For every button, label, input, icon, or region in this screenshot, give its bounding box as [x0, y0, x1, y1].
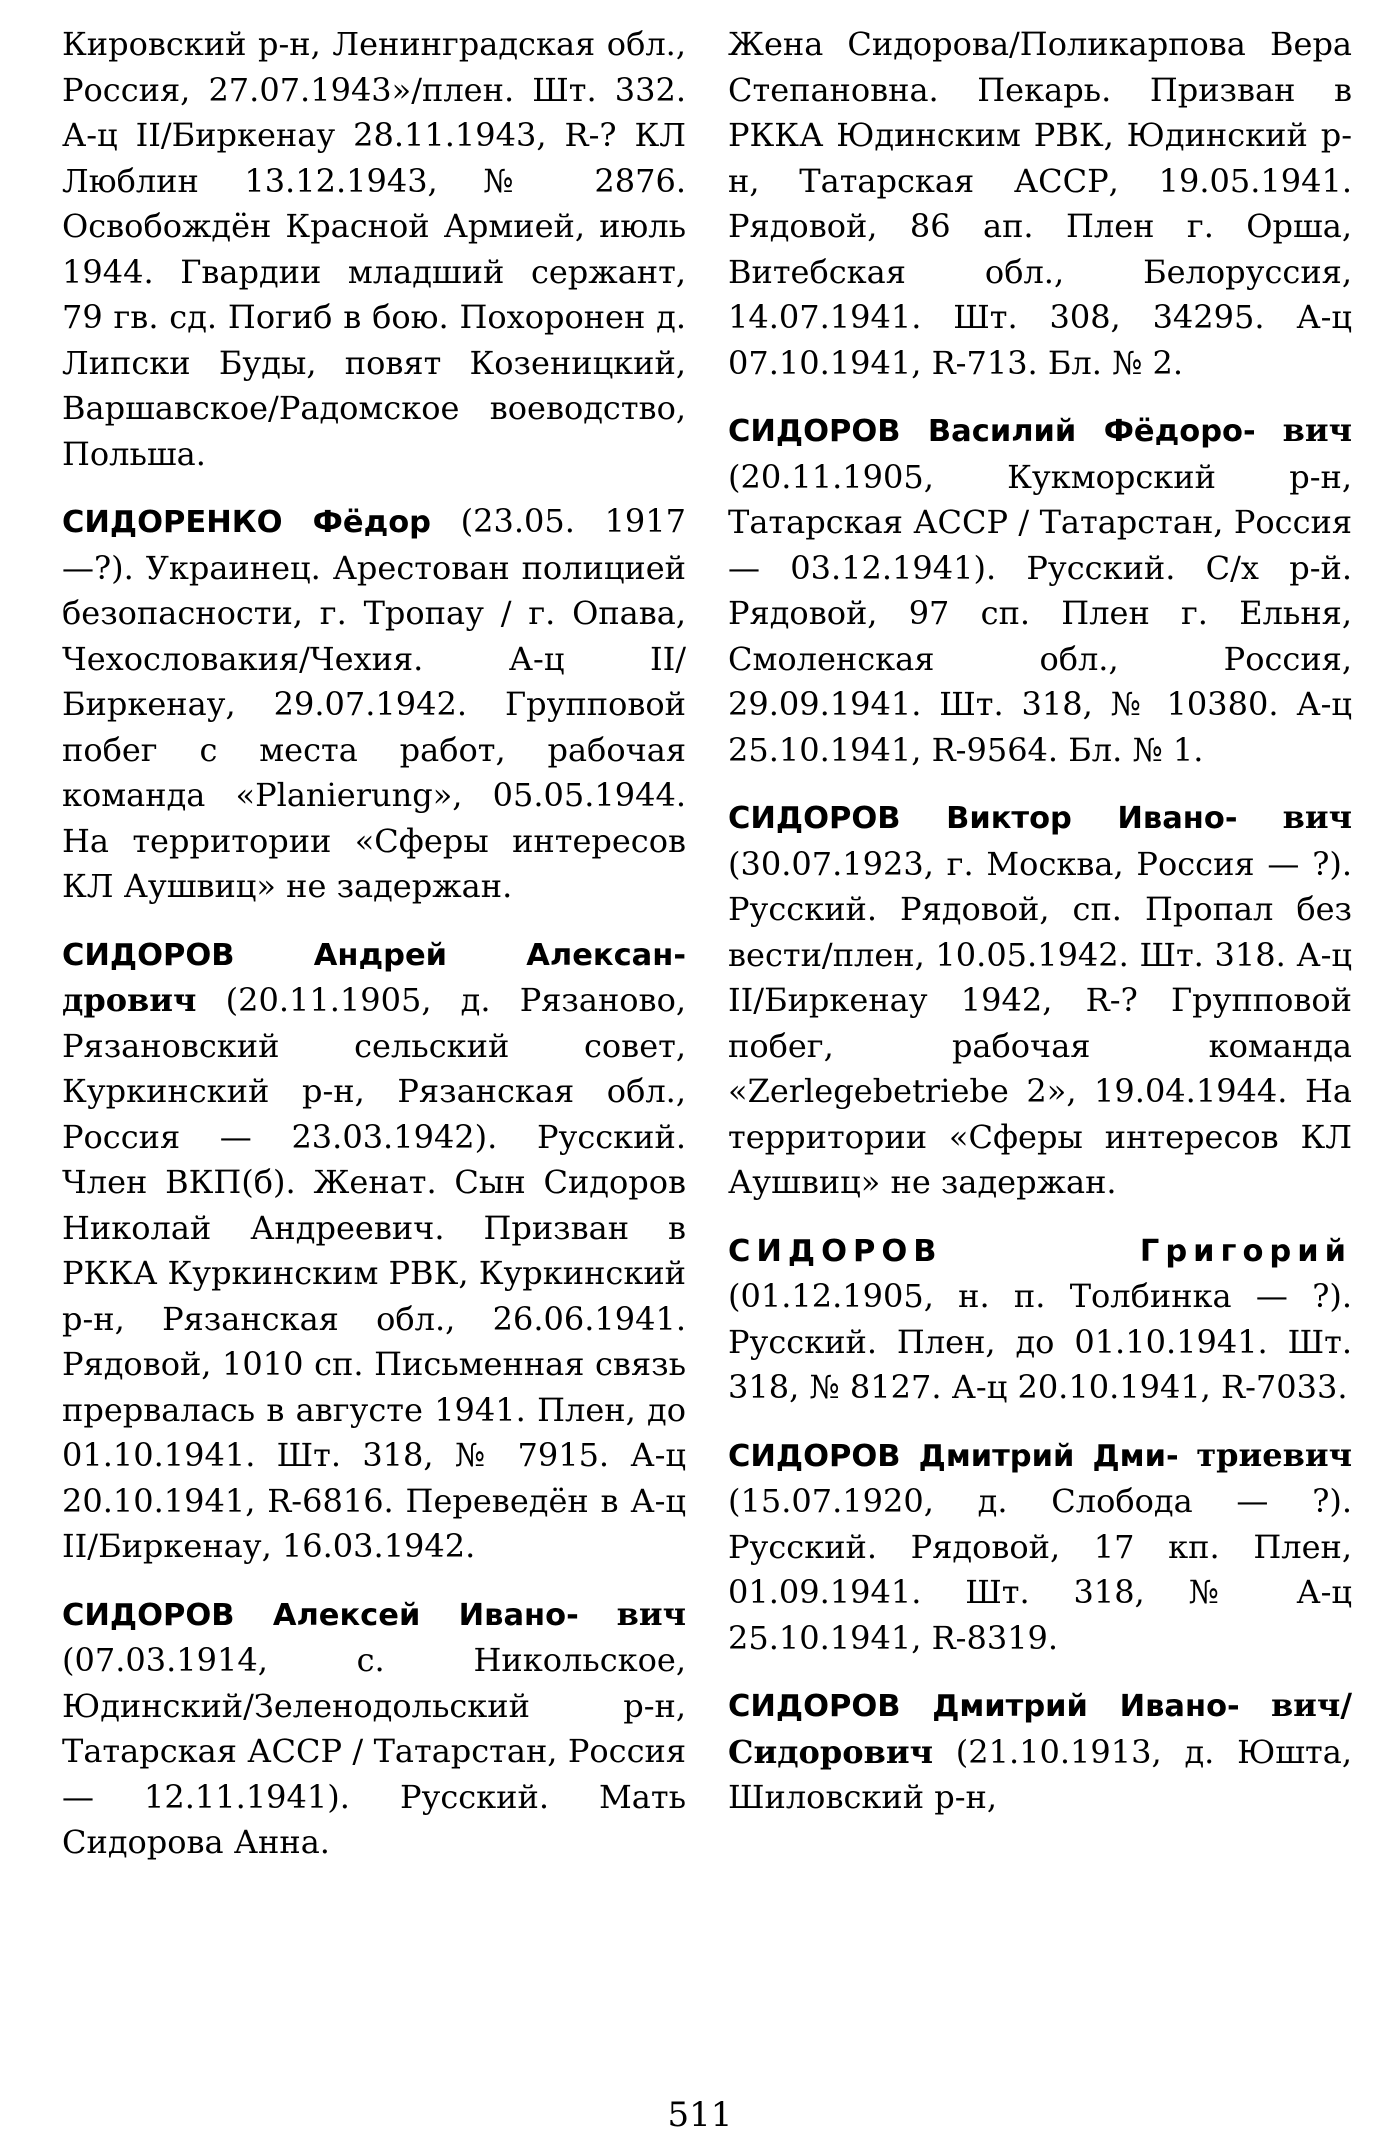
entry-text: Жена Сидорова/Поликарпова Вера Степановна. Пекарь. Призван в РККА Юдинским РВК, Юдинский р-н, Татарская АССР, 19.05.1941. Рядовой, 86 ап. Плен г. Орша, Витебская обл., Белоруссия, 14.07.1941. Шт. 308, 34295. А-ц 07.10.1941, R-713. Бл. № 2.	[728, 25, 1352, 382]
right-column	[728, 22, 1352, 2062]
entry-heading: СИДОРОВ Дмитрий Ивано-	[728, 1689, 1240, 1724]
entry-heading: СИДОРОВ Григорий	[728, 1233, 1352, 1269]
entry-heading-continuation: вич	[1282, 798, 1352, 836]
entry-heading-continuation: вич	[616, 1594, 686, 1633]
entry-heading-continuation: вич	[1282, 411, 1352, 449]
entry-text: (20.11.1905, Кукморский р-н, Татарская АССР / Татарстан, Россия — 03.12.1941). Русский. С/х р-й. Рядовой, 97 сп. Плен г. Ельня, Смоленская обл., Россия, 29.09.1941. Шт. 318, № 10380. А-ц 25.10.1941, R-9564. Бл. № 1.	[728, 457, 1352, 769]
entry-sidorov-dmitriy-ivanovich	[728, 1683, 1352, 1821]
entry-sidorov-aleksey	[62, 1592, 686, 1866]
entry-text: (23.05. 1917—?). Украинец. Арестован полицией безопасности, г. Тропау / г. Опава, Чехословакия/Чехия. А-ц II/Биркенау, 29.07.1942. Групповой побег с места работ, рабочая команда «Planierung», 05.05.1944. На территории «Сферы интересов КЛ Аушвиц» не задержан.	[62, 502, 686, 905]
entry-text: Кировский р-н, Ленинградская обл., Россия, 27.07.1943»/плен. Шт. 332. А-ц II/Биркенау 28.11.1943, R-? КЛ Люблин 13.12.1943, № 2876. Освобождён Красной Армией, июль 1944. Гвардии младший сержант, 79 гв. сд. Погиб в бою. Похоронен д. Липски Буды, повят Козеницкий, Варшавское/Радомское воеводство, Польша.	[62, 25, 686, 473]
entry-heading: СИДОРОВ Василий Фёдоро-	[728, 414, 1256, 449]
entry-text: (20.11.1905, д. Рязаново, Рязановский сельский совет, Куркинский р-н, Рязанская обл., Россия — 23.03.1942). Русский. Член ВКП(б). Женат. Сын Сидоров Николай Андреевич. Призван в РККА Куркинским РВК, Куркинский р-н, Рязанская обл., 26.06.1941. Рядовой, 1010 сп. Письменная связь прервалась в августе 1941. Плен, до 01.10.1941. Шт. 318, № 7915. А-ц 20.10.1941, R-6816. Переведён в А-ц II/Биркенау, 16.03.1942.	[62, 981, 686, 1565]
entry-text: (15.07.1920, д. Слобода — ?). Русский. Рядовой, 17 кп. Плен, 01.09.1941. Шт. 318, № А-ц 25.10.1941, R-8319.	[728, 1482, 1352, 1657]
entry-heading-continuation: вич/Сидорович	[728, 1686, 1353, 1771]
entry-text: (21.10.1913, д. Юшта, Шиловский р-н,	[728, 1732, 1352, 1816]
entry-sidorov-vasiliy	[728, 408, 1352, 773]
entry-heading: СИДОРОВ Андрей Алексан-	[62, 937, 686, 973]
entry-sidorov-andrey	[62, 932, 686, 1570]
page-body	[62, 22, 1352, 2062]
entry-heading: СИДОРОВ Дмитрий Дми-	[728, 1438, 1179, 1474]
entry-sidorov-viktor	[728, 795, 1352, 1206]
entry-heading-continuation: триевич	[1196, 1435, 1353, 1474]
entry-continuation-right	[728, 22, 1352, 386]
entry-sidorov-dmitriy-dmitrievich	[728, 1433, 1352, 1662]
entry-text: (01.12.1905, н. п. Толбинка — ?). Русский. Плен, до 01.10.1941. Шт. 318, № 8127. А-ц 20.10.1941, R-7033.	[728, 1277, 1352, 1406]
entry-heading: СИДОРОВ Виктор Ивано-	[728, 801, 1238, 836]
entry-text: (30.07.1923, г. Москва, Россия — ?). Русский. Рядовой, сп. Пропал без вести/плен, 10.05.1942. Шт. 318. А-ц II/Биркенау 1942, R-? Групповой побег, рабочая команда «Zerlegebetriebe 2», 19.04.1944. На территории «Сферы интересов КЛ Аушвиц» не задержан.	[728, 844, 1352, 1201]
entry-heading: СИДОРЕНКО Фёдор	[62, 505, 432, 540]
entry-sidorov-grigoriy	[728, 1228, 1352, 1411]
entry-sidorenko-fedor	[62, 499, 686, 910]
entry-continuation-left	[62, 22, 686, 477]
entry-heading: СИДОРОВ Алексей Ивано-	[62, 1597, 579, 1633]
page-number: 511	[667, 2095, 733, 2135]
left-column	[62, 22, 686, 2062]
entry-heading-continuation: дрович	[62, 981, 197, 1019]
entry-text: (07.03.1914, с. Никольское, Юдинский/Зеленодольский р-н, Татарская АССР / Татарстан, Россия — 12.11.1941). Русский. Мать Сидорова Анна.	[62, 1641, 686, 1861]
